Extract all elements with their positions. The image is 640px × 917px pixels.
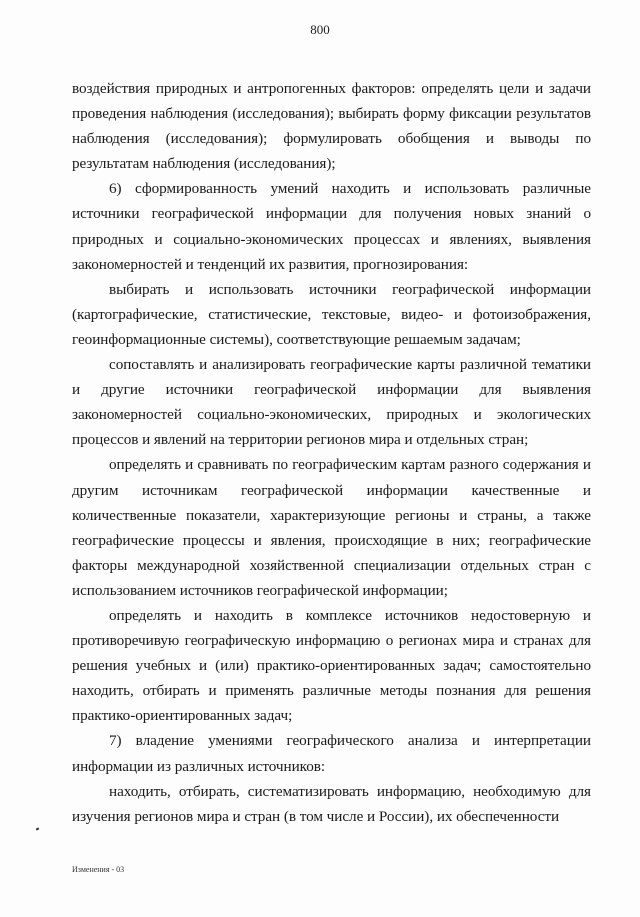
paragraph-select-sources: выбирать и использовать источники географической информации (картографические, статистические, текстовые, видео- и фотоизображения, геоинформационные системы), соответствующие решаемым задачам;	[72, 280, 591, 348]
footer-revision-note: Изменения - 03	[72, 865, 125, 874]
paragraph-determine-compare: определять и сравнивать по географическим картам разного содержания и другим источникам географической информации качественные и количественные показатели, характеризующие регионы и страны, а также географические процессы и явления, происходящие в них; географические факторы международной хозяйственной специализации отдельных стран с использованием источников географической информации;	[72, 456, 591, 599]
paragraph-item-7: 7) владение умениями географического анализа и интерпретации информации из различных источников:	[72, 732, 591, 775]
page-number: 800	[310, 22, 330, 37]
scan-mark	[36, 827, 40, 830]
paragraph-item-6: 6) сформированность умений находить и использовать различные источники географической информации для получения новых знаний о природных и социально-экономических процессах и явлениях, выявления закономерностей и тенденций их развития, прогнозирования:	[72, 180, 591, 273]
document-body	[72, 76, 591, 829]
paragraph-compare-maps: сопоставлять и анализировать географические карты различной тематики и другие источники географической информации для выявления закономерностей социально-экономических, природных и экологических процессов и явлений на территории регионов мира и отдельных стран;	[72, 356, 591, 449]
paragraph-identify-unreliable: определять и находить в комплексе источников недостоверную и противоречивую географическую информацию о регионах мира и странах для решения учебных и (или) практико-ориентированных задач; самостоятельно находить, отбирать и применять различные методы познания для решения практико-ориентированных задач;	[72, 606, 591, 725]
paragraph-continuation: воздействия природных и антропогенных факторов: определять цели и задачи проведения наблюдения (исследования); выбирать форму фиксации результатов наблюдения (исследования); формулировать обобщения и выводы по результатам наблюдения (исследования);	[72, 80, 591, 173]
paragraph-find-select: находить, отбирать, систематизировать информацию, необходимую для изучения регионов мира и стран (в том числе и России), их обеспеченности	[72, 782, 591, 825]
